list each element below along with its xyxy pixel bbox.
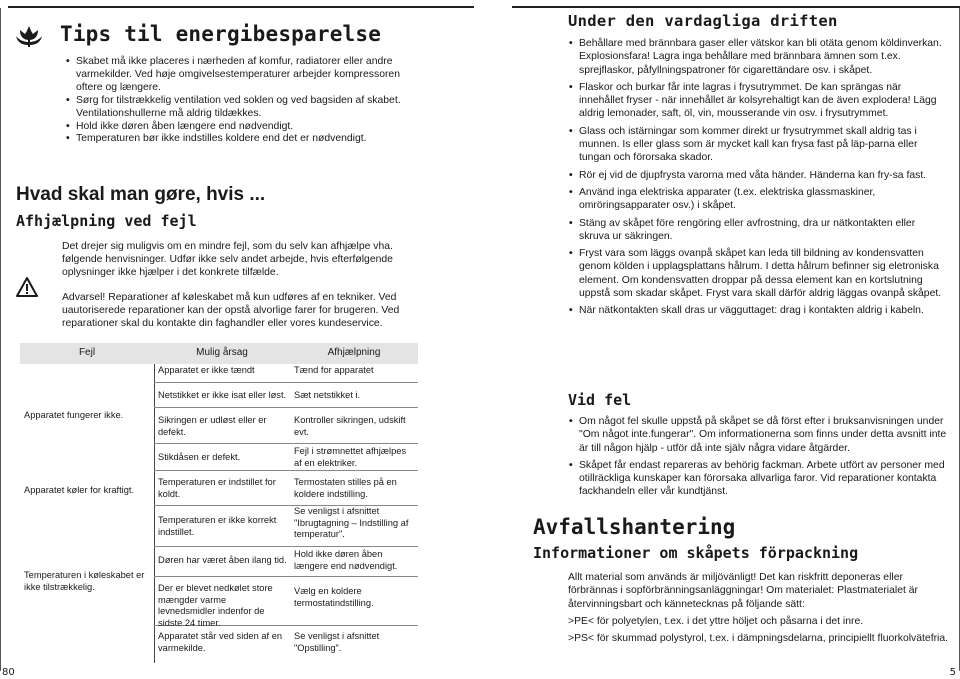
list-item: • Fryst vara som läggs ovanpå skåpet kan leda till bildning av kondensvatten genom kölden i upplagsplattans hålrum. I detta hålrum befinner sig eletroniska element. Om kondensvatten droppar på dessa element kan en kortslutning uppstå som skadar skåpet. Fryst vara skall därför aldrig läggas ovanpå skåpet. <box>568 247 948 300</box>
table-cell-fault: Apparatet køler for kraftigt. <box>24 485 135 495</box>
fault-table <box>20 343 418 663</box>
column-divider <box>154 364 155 663</box>
warning-icon <box>16 276 38 298</box>
paragraph: >PS< för skummad polystyrol, t.ex. i dämpningsdelarna, principiellt fluorkolvätefria. <box>568 633 949 645</box>
list-item: • Flaskor och burkar får inte lagras i frysutrymmet. De kan sprängas när innehållet fryser - när innehållet är kolsyrehaltigt kan de även explodera! Lägg aldrig lemonader, saft, öl, vin, mousserande vin osv. i frysutrymmet. <box>568 81 948 121</box>
top-rule <box>512 6 960 8</box>
warning-paragraph <box>62 292 422 330</box>
table-cell-remedy: Tænd for apparatet <box>294 365 374 375</box>
row-divider <box>154 382 418 383</box>
row-divider <box>154 443 418 444</box>
table-cell-remedy: Fejl i strømnettet afhjælpes af en elektriker. <box>294 446 407 468</box>
row-divider <box>154 407 418 408</box>
list-item: • Temperaturen bør ikke indstilles koldere end det er nødvendigt. <box>65 133 425 146</box>
table-cell-cause: Temperaturen er ikke korrekt indstillet. <box>158 515 277 537</box>
list-item: • Skåpet får endast repareras av behörig fackman. Arbete utfört av personer med otillräckliga kunskaper kan förorsaka allvarliga faror. Vid reparationer kontakta fackhandeln eller vår kundtjänst. <box>568 459 948 499</box>
warning-label: Advarsel! <box>62 292 106 303</box>
table-cell-remedy: Kontroller sikringen, udskift evt. <box>294 415 406 437</box>
vid-fel-list <box>568 415 948 503</box>
table-cell-remedy: Sæt netstikket i. <box>294 390 361 400</box>
table-header-arsag: Mulig årsag <box>154 343 290 364</box>
list-item: • Sørg for tilstrækkelig ventilation ved soklen og ved bagsiden af skabet. Ventilationshullerne må aldrig tildækkes. <box>65 95 425 121</box>
list-item: • Om något fel skulle uppstå på skåpet se då först efter i bruksanvisningen under "Om något inte.fungerar". Om informationerna som finns under detta avsnitt inte är till någon hjälp - utför då inte själv några vidare åtgärder. <box>568 415 948 455</box>
daily-operation-list <box>568 37 948 322</box>
row-divider <box>154 546 418 547</box>
vid-fel-title: Vid fel <box>568 391 632 409</box>
top-rule <box>8 6 474 8</box>
table-cell-cause: Temperaturen er indstillet for koldt. <box>158 477 276 499</box>
list-item: • Rör ej vid de djupfrysta varorna med våta händer. Händerna kan fry-sa fast. <box>568 169 948 182</box>
table-cell-remedy: Se venligst i afsnittet "Ibrugtagning – Indstilling af temperatur". <box>294 506 409 539</box>
list-item: • Behållare med brännbara gaser eller vätskor kan bli otäta genom köldinverkan. Explosionsfara! Lagra inga behållare med brännbara ämnen som t.ex. sprejflaskor, påfyllningspatroner för cigarettändare osv. i skåpet. <box>568 37 948 77</box>
list-item: • Glass och istärningar som kommer direkt ur frysutrymmet skall aldrig tas i munnen. Is eller glass som är mycket kall kan frysa fast på läp-parna eller tungan och förorsaka skador. <box>568 125 948 165</box>
intro-text: Det drejer sig muligvis om en mindre fejl, som du selv kan afhjælpe vha. følgende henvisninger. Udfør ikke selv andet arbejde, hvis efterfølgende oplysninger ikke hjælper i det konkrete tilfælde. <box>62 241 393 278</box>
table-cell-remedy: Termostaten stilles på en koldere indstilling. <box>294 477 397 499</box>
side-rule <box>0 8 1 671</box>
table-cell-remedy: Se venligst i afsnittet "Opstilling". <box>294 631 380 653</box>
table-cell-remedy: Vælg en koldere termostatindstilling. <box>294 586 374 608</box>
daily-operation-title: Under den vardagliga driften <box>568 12 838 30</box>
hvad-title: Hvad skal man gøre, hvis ... <box>16 184 266 205</box>
tips-title: Tips til energibesparelse <box>60 22 382 46</box>
right-page <box>480 0 960 679</box>
list-item: • Skabet må ikke placeres i nærheden af komfur, radiatorer eller andre varmekilder. Ved høje omgivelsestemperaturer arbejder kompressoren oftere og længere. <box>65 56 425 95</box>
table-cell-cause: Døren har været åben ilang tid. <box>158 555 287 565</box>
list-item: • Använd inga elektriska apparater (t.ex. elektriska glassmaskiner, omröringsapparater osv.) i skåpet. <box>568 186 948 213</box>
row-divider <box>154 576 418 577</box>
packaging-info-body <box>568 571 948 649</box>
paragraph: Allt material som används är miljövänligt! Det kan riskfritt deponeras eller förbrännas i sopförbränningsanläggningar! Om materialet: Plastmaterialet är återvinningsbart och kännetecknas på följande sätt: <box>568 572 918 610</box>
list-item: • När nätkontakten skall dras ur vägguttaget: drag i kontakten aldrig i kabeln. <box>568 304 948 317</box>
page-number: 80 <box>2 667 15 678</box>
list-item: • Stäng av skåpet före rengöring eller avfrostning, dra ur nätkontakten eller skruva ur säkringen. <box>568 217 948 244</box>
afhjaelpning-title: Afhjælpning ved fejl <box>16 212 197 230</box>
paragraph: >PE< för polyetylen, t.ex. i det yttre höljet och påsarna i det inre. <box>568 615 864 627</box>
tips-list <box>65 56 425 146</box>
table-cell-remedy: Hold ikke døren åben længere end nødvendigt. <box>294 549 398 571</box>
list-item: • Hold ikke døren åben længere end nødvendigt. <box>65 121 425 134</box>
table-cell-fault: Apparatet fungerer ikke. <box>24 410 124 420</box>
table-cell-cause: Sikringen er udløst eller er defekt. <box>158 415 267 437</box>
table-cell-cause: Netstikket er ikke isat eller løst. <box>158 390 287 400</box>
packaging-info-title: Informationer om skåpets förpackning <box>533 544 859 562</box>
table-cell-cause: Stikdåsen er defekt. <box>158 452 241 462</box>
warning-text: Reparationer af køleskabet må kun udføres af en tekniker. Ved uautoriserede reparationer kan der opstå alvorlige farer for brugeren. Ved reparationer skal du kontakte din faghandler eller vores kundeservice. <box>62 292 400 329</box>
table-cell-cause: Apparatet står ved siden af en varmekilde. <box>158 631 283 653</box>
table-header-afhjaelpning: Afhjælpning <box>290 343 418 364</box>
page-number: 5 <box>949 667 956 678</box>
table-cell-fault: Temperaturen i køleskabet er ikke tilstrækkelig. <box>24 570 145 592</box>
row-divider <box>154 470 418 471</box>
table-cell-cause: Der er blevet nedkølet store mængder varme levnedsmidler indenfor de sidste 24 timer. <box>158 583 273 628</box>
waste-disposal-title: Avfallshantering <box>533 515 736 539</box>
table-cell-cause: Apparatet er ikke tændt <box>158 365 255 375</box>
table-header-fejl: Fejl <box>20 343 154 364</box>
tulip-icon <box>14 22 44 48</box>
